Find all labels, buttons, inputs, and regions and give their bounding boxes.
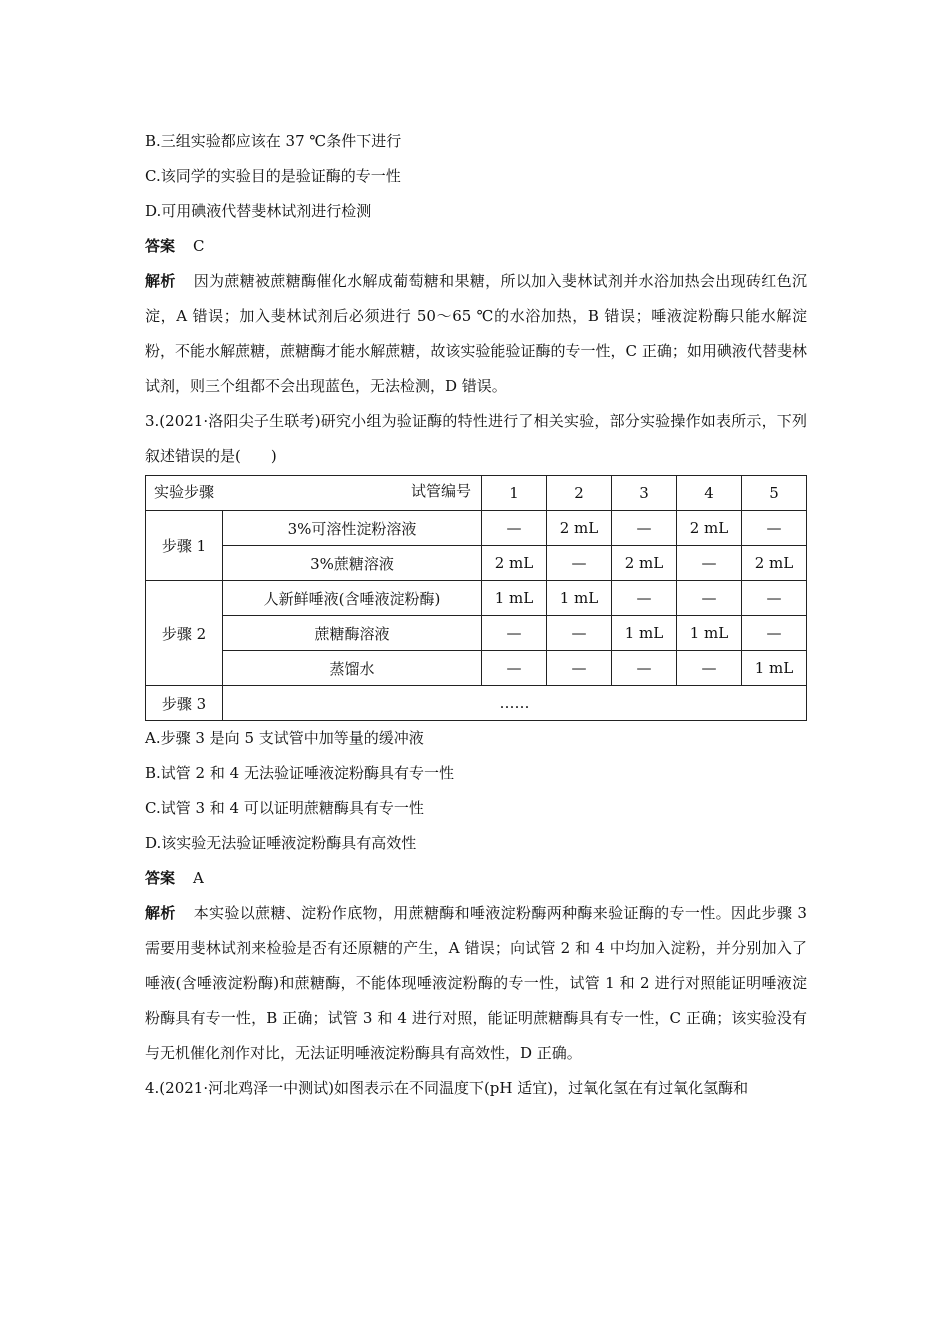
cell: — [742, 511, 807, 546]
cell: — [482, 651, 547, 686]
analysis-text: 本实验以蔗糖、淀粉作底物，用蔗糖酶和唾液淀粉酶两种酶来验证酶的专一性。因此步骤 3 需要用斐林试剂来检验是否有还原糖的产生，A 错误；向试管 2 和 4 中均加入淀粉，并分别加入了唾液(含唾液淀粉酶)和蔗糖酶，不能体现唾液淀粉酶的专一性，试管 1 和 2 进行对照能证明唾液淀粉酶具有专一性，B 正确；试管 3 和 4 进行对照，能证明蔗糖酶具有专一性，C 正确；该实验没有与无机催化剂作对比，无法证明唾液淀粉酶具有高效性，D 正确。 [145, 904, 807, 1062]
step1-label: 步骤 1 [146, 511, 223, 581]
cell: 1 mL [482, 581, 547, 616]
cell: 2 mL [677, 511, 742, 546]
cell: 1 mL [612, 616, 677, 651]
cell: — [612, 651, 677, 686]
tube-number-4: 4 [677, 476, 742, 511]
cell: — [547, 616, 612, 651]
cell: 1 mL [742, 651, 807, 686]
experiment-table [145, 475, 807, 721]
cell: — [547, 546, 612, 581]
cell: 2 mL [742, 546, 807, 581]
tube-number-3: 3 [612, 476, 677, 511]
answer-value: C [193, 237, 205, 255]
header-tube-number: 试管编号 [410, 482, 471, 500]
q2-answer [145, 229, 807, 264]
cell: — [742, 616, 807, 651]
q3-option-d: D.该实验无法验证唾液淀粉酶具有高效性 [145, 834, 417, 852]
row-name: 蔗糖酶溶液 [223, 616, 482, 651]
cell: — [677, 581, 742, 616]
tube-number-1: 1 [482, 476, 547, 511]
cell: — [482, 511, 547, 546]
q2-analysis [145, 264, 807, 404]
q3-option-b: B.试管 2 和 4 无法验证唾液淀粉酶具有专一性 [145, 764, 454, 782]
step3-label: 步骤 3 [146, 686, 223, 721]
q3-option-a: A.步骤 3 是向 5 支试管中加等量的缓冲液 [145, 729, 424, 747]
cell: — [677, 651, 742, 686]
header-step: 实验步骤 [154, 483, 215, 501]
analysis-label: 解析 [145, 904, 176, 922]
cell: 2 mL [482, 546, 547, 581]
answer-label: 答案 [145, 869, 176, 887]
answer-label: 答案 [145, 237, 176, 255]
tube-number-5: 5 [742, 476, 807, 511]
document-page [145, 124, 807, 1106]
row-name: 人新鲜唾液(含唾液淀粉酶) [223, 581, 482, 616]
q2-option-b: B.三组实验都应该在 37 ℃条件下进行 [145, 132, 402, 150]
q3-analysis [145, 896, 807, 1071]
answer-value: A [193, 869, 204, 887]
analysis-label: 解析 [145, 272, 176, 290]
q2-option-c: C.该同学的实验目的是验证酶的专一性 [145, 167, 401, 185]
q4-stem: 4.(2021·河北鸡泽一中测试)如图表示在不同温度下(pH 适宜)，过氧化氢在有过氧化氢酶和 [145, 1079, 749, 1097]
cell: 1 mL [547, 581, 612, 616]
row-name: 蒸馏水 [223, 651, 482, 686]
cell: — [742, 581, 807, 616]
q2-option-d: D.可用碘液代替斐林试剂进行检测 [145, 202, 372, 220]
cell: 2 mL [612, 546, 677, 581]
cell: — [612, 581, 677, 616]
cell: — [677, 546, 742, 581]
q3-answer [145, 861, 807, 896]
cell: — [482, 616, 547, 651]
cell: — [612, 511, 677, 546]
row-name: 3%可溶性淀粉溶液 [223, 511, 482, 546]
cell: — [547, 651, 612, 686]
q3-option-c: C.试管 3 和 4 可以证明蔗糖酶具有专一性 [145, 799, 424, 817]
analysis-text: 因为蔗糖被蔗糖酶催化水解成葡萄糖和果糖，所以加入斐林试剂并水浴加热会出现砖红色沉淀，A 错误；加入斐林试剂后必须进行 50～65 ℃的水浴加热，B 错误；唾液淀粉酶只能水解淀粉，不能水解蔗糖，蔗糖酶才能水解蔗糖，故该实验能验证酶的专一性，C 正确；如用碘液代替斐林试剂，则三个组都不会出现蓝色，无法检测，D 错误。 [145, 272, 807, 395]
step3-content: …… [223, 686, 807, 721]
table-header-diagonal [146, 476, 482, 511]
q3-stem: 3.(2021·洛阳尖子生联考)研究小组为验证酶的特性进行了相关实验，部分实验操作如表所示，下列叙述错误的是( ) [145, 412, 807, 465]
cell: 1 mL [677, 616, 742, 651]
row-name: 3%蔗糖溶液 [223, 546, 482, 581]
cell: 2 mL [547, 511, 612, 546]
step2-label: 步骤 2 [146, 581, 223, 686]
tube-number-2: 2 [547, 476, 612, 511]
